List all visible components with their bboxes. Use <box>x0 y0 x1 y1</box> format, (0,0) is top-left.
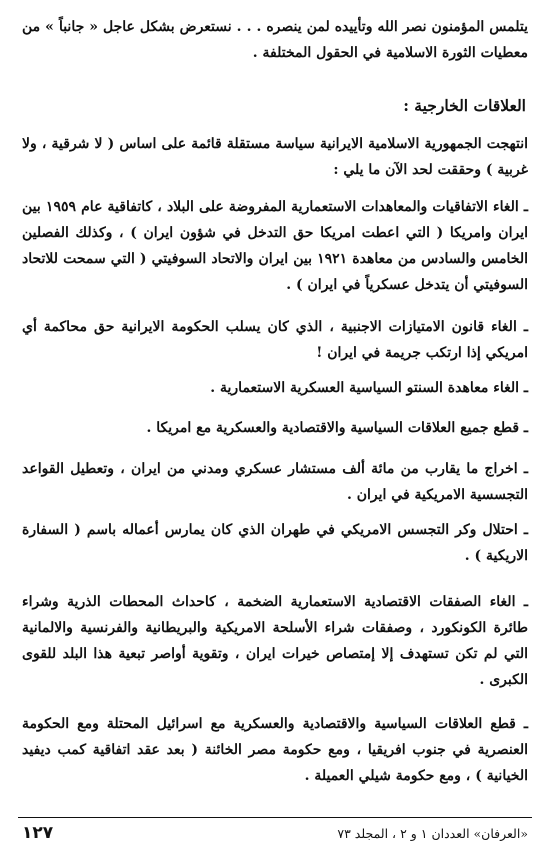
body-paragraph-8: ـ الغاء الصفقات الاقتصادية الاستعمارية الضخمة ، كاحداث المحطات الذرية وشراء طائرة الكونكورد ، وصفقات شراء الأسلحة الامريكية والبريطانية والفرنسية والالمانية التي لم تكن تستهدف إلا إمتصاص خيرات ايران ، وتقوية أواصر تبعية هذا البلد للقوى الكبرى . <box>22 594 528 688</box>
body-paragraph-4: ـ الغاء معاهدة السنتو السياسية العسكرية الاستعمارية . <box>210 380 528 396</box>
body-paragraph-2: ـ الغاء الاتفاقيات والمعاهدات الاستعمارية المفروضة على البلاد ، كاتفاقية عام ١٩٥٩ بين ايران وامريكا ( التي اعطت امريكا حق التدخل في شؤون ايران ) ، وكذلك الفصلين الخامس والسادس من معاهدة ١٩٢١ بين ايران والاتحاد السوفيتي ( التي سمحت للاتحاد السوفيتي أن يتدخل عسكرياً في ايران ) . <box>22 199 529 293</box>
body-paragraph-1: انتهجت الجمهورية الاسلامية الايرانية سياسة مستقلة قائمة على اساس ( لا شرقية ، ولا غربية ) وحققت لحد الآن ما يلي : <box>22 136 528 178</box>
body-paragraph-6: ـ اخراج ما يقارب من مائة ألف مستشار عسكري ومدني من ايران ، وتعطيل القواعد التجسسية الامريكية في ايران . <box>22 461 528 503</box>
journal-reference: «العرفان» العددان ١ و ٢ ، المجلد ٧٣ <box>337 826 528 841</box>
section-heading: العلاقات الخارجية : <box>403 96 526 115</box>
intro-paragraph: يتلمس المؤمنون نصر الله وتأييده لمن ينصره . . . نستعرض بشكل عاجل « جانباً » من معطيات الثورة الاسلامية في الحقول المختلفة . <box>22 19 528 61</box>
body-paragraph-5: ـ قطع جميع العلاقات السياسية والاقتصادية والعسكرية مع امريكا . <box>146 420 528 436</box>
body-paragraph-3: ـ الغاء قانون الامتيازات الاجنبية ، الذي كان يسلب الحكومة الايرانية حق محاكمة أي امريكي إذا ارتكب جريمة في ايران ! <box>22 319 528 361</box>
page-number: ١٢٧ <box>22 823 54 843</box>
page-footer <box>20 823 530 847</box>
body-paragraph-7: ـ احتلال وكر التجسس الامريكي في طهران الذي كان يمارس أعماله باسم ( السفارة الاريكية ) . <box>22 522 528 564</box>
footer-divider <box>18 817 532 818</box>
body-paragraph-9: ـ قطع العلاقات السياسية والاقتصادية والعسكرية مع اسرائيل المحتلة ومع الحكومة العنصرية في جنوب افريقيا ، ومع حكومة مصر الخائنة ( بعد عقد اتفاقية كمب ديفيد الخيانية ) ، ومع حكومة شيلي العميلة . <box>22 716 528 784</box>
